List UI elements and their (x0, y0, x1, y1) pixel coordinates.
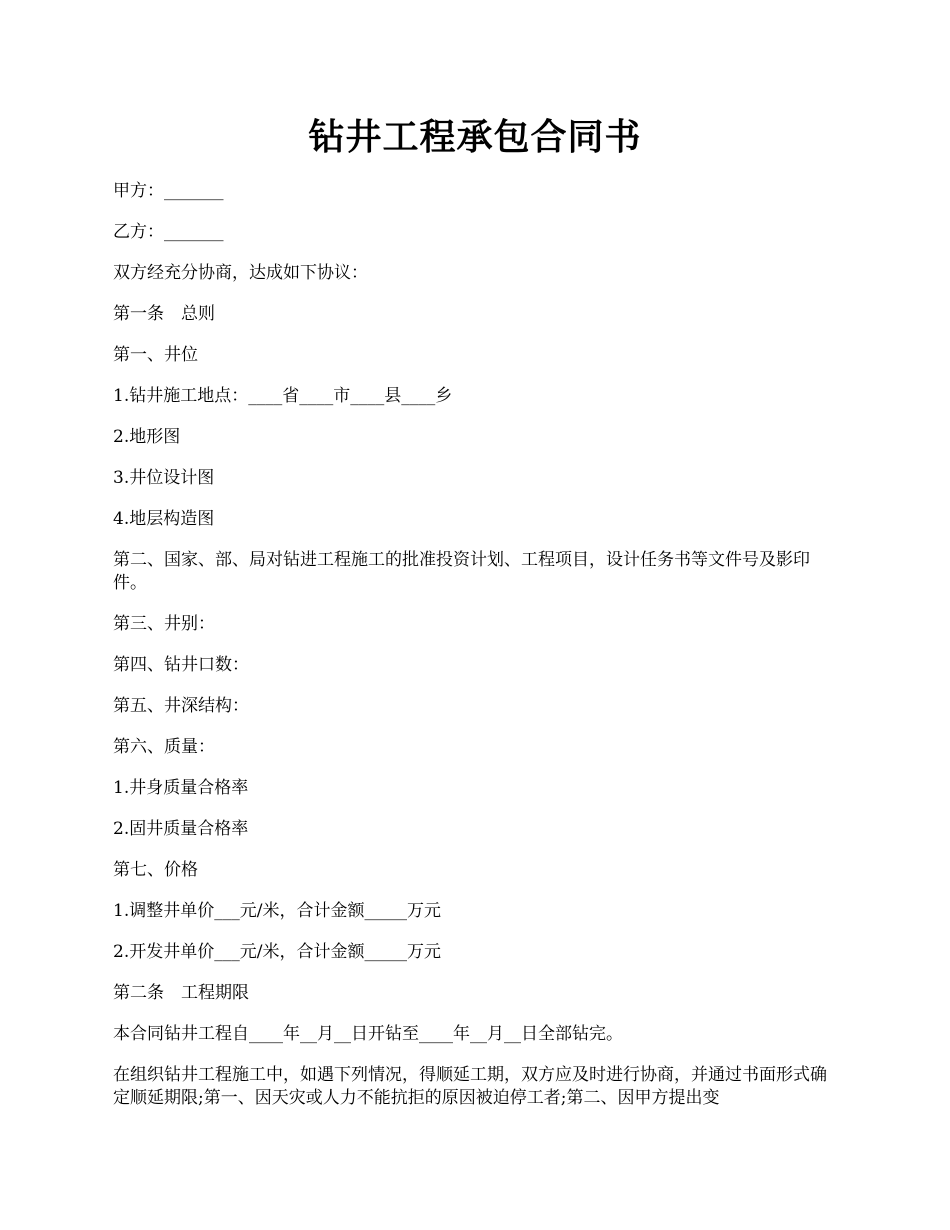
party-b-line: 乙方：_______ (113, 222, 224, 242)
article-2-heading: 第二条 工程期限 (113, 983, 249, 1003)
section-well-location: 第一、井位 (113, 345, 198, 365)
extension-paragraph: 在组织钻井工程施工中，如遇下列情况，得顺延工期，双方应及时进行协商，并通过书面形式确定顺延期限;第一、因天灾或人力不能抗拒的原因被迫停工者;第二、因甲方提出变 (113, 1065, 827, 1108)
drilling-site-line: 1.钻井施工地点：____省____市____县____乡 (113, 386, 453, 406)
well-type-line: 第三、井别： (113, 614, 215, 634)
agreement-intro: 双方经充分协商，达成如下协议： (113, 263, 368, 283)
well-count-line: 第四、钻井口数： (113, 655, 249, 675)
topographic-map-line: 2.地形图 (113, 427, 181, 447)
party-a-line: 甲方：_______ (113, 181, 224, 201)
development-well-price-line: 2.开发井单价___元/米，合计金额_____万元 (113, 942, 441, 962)
cementing-quality-line: 2.固井质量合格率 (113, 819, 249, 839)
price-heading: 第七、价格 (113, 860, 198, 880)
project-period-line: 本合同钻井工程自____年__月__日开钻至____年__月__日全部钻完。 (113, 1024, 623, 1044)
approval-documents-paragraph: 第二、国家、部、局对钻进工程施工的批准投资计划、工程项目，设计任务书等文件号及影印件。 (113, 550, 810, 593)
adjustment-well-price-line: 1.调整井单价___元/米，合计金额_____万元 (113, 901, 441, 921)
formation-structure-line: 4.地层构造图 (113, 509, 215, 529)
well-design-line: 3.井位设计图 (113, 468, 215, 488)
document-title: 钻井工程承包合同书 (308, 116, 642, 158)
wellbore-quality-line: 1.井身质量合格率 (113, 778, 249, 798)
document-body (113, 180, 843, 1128)
article-1-heading: 第一条 总则 (113, 304, 215, 324)
well-depth-line: 第五、井深结构： (113, 696, 249, 716)
quality-heading: 第六、质量： (113, 737, 215, 757)
